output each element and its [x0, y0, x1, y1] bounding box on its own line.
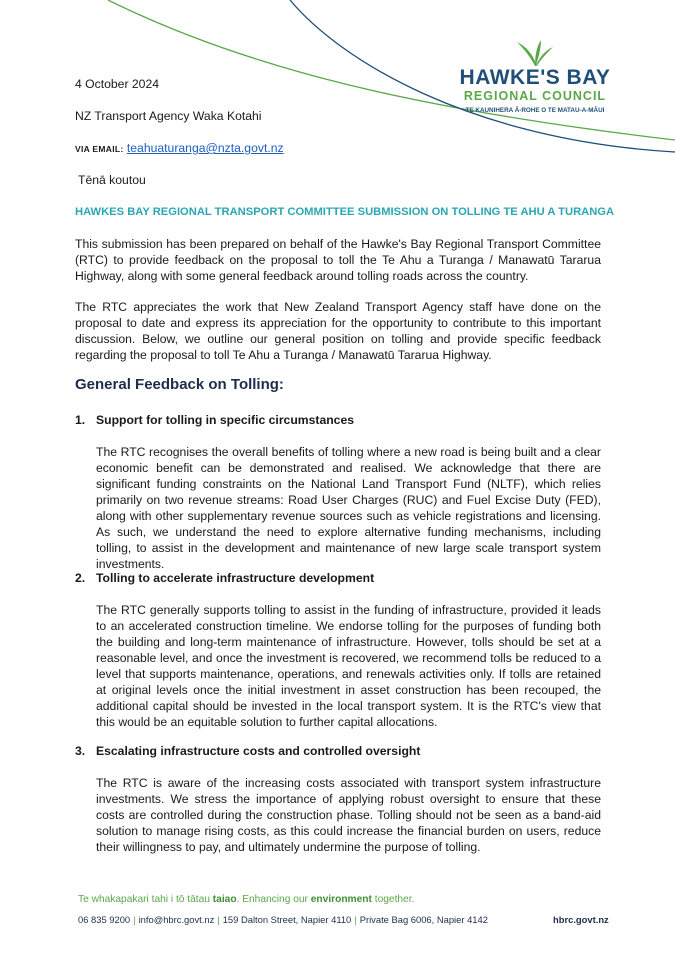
via-email-link[interactable]: teahuaturanga@nzta.govt.nz — [126, 141, 284, 155]
section-body: The RTC is aware of the increasing costs associated with transport system infrastructure investments. We stress the importance of applying robust oversight to ensure that these costs are controlled during the construction phase. Tolling should not be seen as a band-aid solution to manage rising costs, as this could increase the financial burden on users, reduce their willingness to pay, and ultimately undermine the purpose of tolling. — [96, 776, 601, 854]
footer-street: 159 Dalton Street, Napier 4110 — [222, 914, 352, 925]
letter-date: 4 October 2024 — [75, 77, 160, 91]
footer-contact — [78, 914, 488, 925]
flax-leaves-icon — [515, 40, 555, 66]
tagline-taiao: taiao — [212, 894, 237, 905]
tagline-environment: environment — [310, 894, 372, 905]
section-number: 3. — [75, 744, 86, 758]
section-title — [75, 743, 420, 759]
section-heading: General Feedback on Tolling: — [75, 376, 284, 393]
subject-line: HAWKES BAY REGIONAL TRANSPORT COMMITTEE SUBMISSION ON TOLLING TE AHU A TURANGA — [75, 206, 615, 218]
footer-separator: | — [354, 914, 357, 925]
section-title-text: Tolling to accelerate infrastructure development — [96, 571, 375, 585]
via-email-label: VIA EMAIL: — [75, 144, 124, 154]
section-body: The RTC generally supports tolling to assist in the funding of infrastructure, provided it leads to an accelerated construction timeline. We endorse tolling for the purposes of funding both the building and long-term maintenance of infrastructure. However, tolls should be set at a reasonable level, and once the investment is recovered, we recommend tolls be reduced to a level that supports maintenance, operations, and renewals activities only. If tolls are retained at original levels once the initial investment in asset construction has been recouped, the additional capital should be invested in the local transport system. It is the RTC's view that this would be an equitable solution to further capital allocations. — [96, 603, 601, 729]
footer-postal: Private Bag 6006, Napier 4142 — [359, 914, 488, 925]
section-body: The RTC recognises the overall benefits of tolling where a new road is being built and a clear economic benefit can be demonstrated and realised. We acknowledge that there are significant funding constraints on the National Land Transport Fund (NLTF), which relies primarily on two revenue streams: Road User Charges (RUC) and Fuel Excise Duty (FED), along with other supplementary revenue sources such as vehicle registrations and licensing. As such, we understand the need to explore alternative funding mechanisms, including tolling, to assist in the development and maintenance of new large scale transport system investments. — [96, 445, 601, 571]
council-logo — [455, 40, 615, 116]
intro-paragraph-1: This submission has been prepared on behalf of the Hawke's Bay Regional Transport Committee (RTC) to provide feedback on the proposal to toll the Te Ahu a Turanga / Manawatū Tararua Highway, along with some general feedback around tolling roads across the country. — [75, 237, 601, 283]
section-number: 2. — [75, 571, 86, 585]
logo-title: HAWKE'S BAY — [459, 66, 611, 89]
footer-tagline — [78, 894, 414, 905]
footer-email[interactable]: info@hbrc.govt.nz — [138, 914, 215, 925]
tagline-start: Te whakapakari tahi i tō tātau — [78, 894, 213, 905]
section-title-text: Escalating infrastructure costs and controlled oversight — [96, 744, 421, 758]
addressee: NZ Transport Agency Waka Kotahi — [75, 109, 262, 123]
footer-website[interactable]: hbrc.govt.nz — [553, 914, 609, 925]
via-email-line — [75, 140, 284, 157]
logo-subtitle: REGIONAL COUNCIL — [463, 89, 607, 103]
logo-maori-name: TE KAUNIHERA Ā-ROHE O TE MATAU-A-MĀUI — [465, 107, 605, 114]
footer-phone[interactable]: 06 835 9200 — [78, 914, 131, 925]
section-title — [75, 570, 374, 586]
section-number: 1. — [75, 413, 86, 427]
intro-paragraph-2: The RTC appreciates the work that New Zealand Transport Agency staff have done on the proposal to date and express its appreciation for the opportunity to contribute to this important discussion. Below, we outline our general position on tolling and provide specific feedback regarding the proposal to toll Te Ahu a Turanga / Manawatū Tararua Highway. — [75, 300, 601, 362]
greeting: Tēnā koutou — [78, 173, 146, 187]
tagline-middle: . Enhancing our — [236, 894, 311, 905]
footer-separator: | — [217, 914, 220, 925]
footer-separator: | — [133, 914, 136, 925]
section-title-text: Support for tolling in specific circumstances — [96, 413, 355, 427]
section-title — [75, 412, 354, 428]
tagline-end: together. — [371, 894, 415, 905]
